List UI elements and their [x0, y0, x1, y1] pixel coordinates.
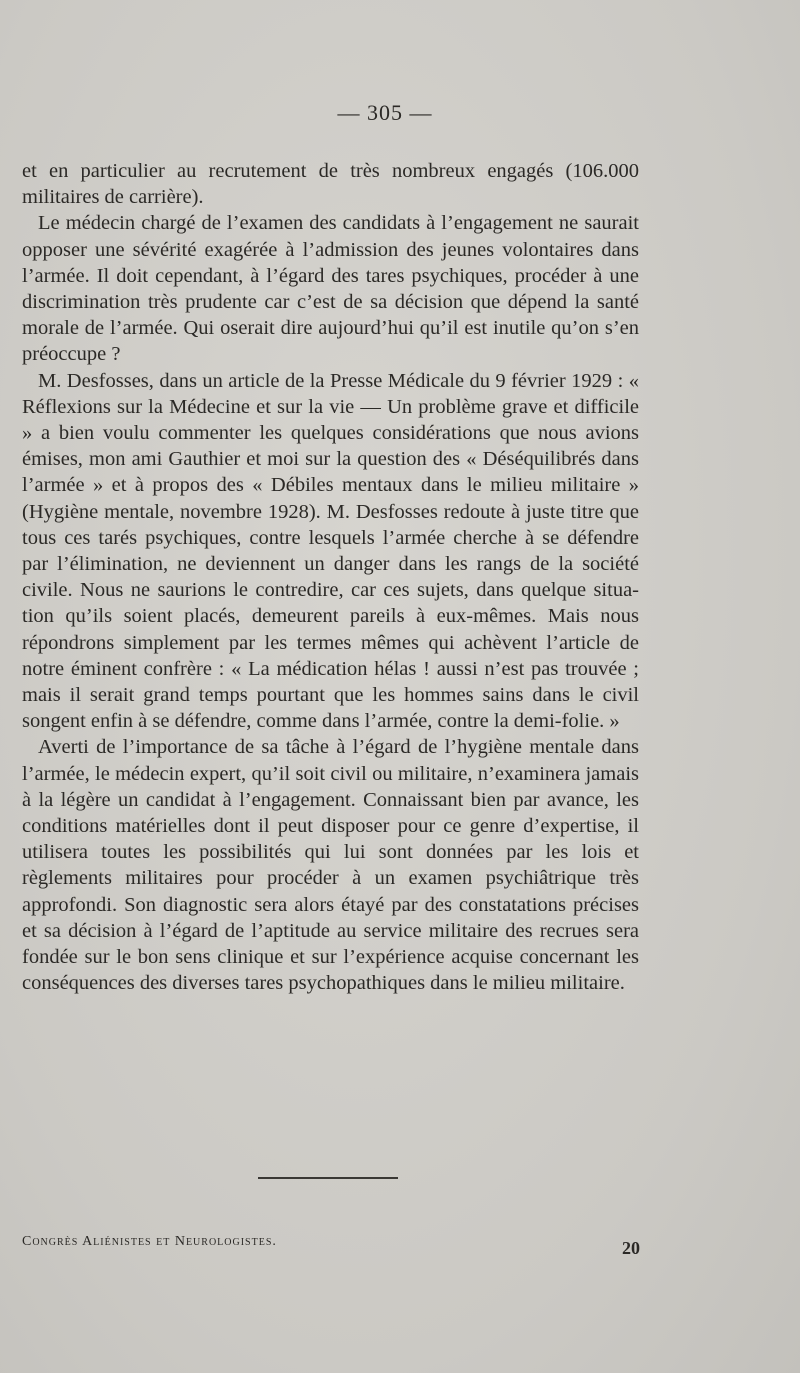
- paragraph-1: et en particulier au recrutement de très nombreux engagés (106.000 militaires de carrière).: [22, 160, 639, 209]
- section-divider: [258, 1177, 398, 1179]
- paragraph-3: M. Desfosses, dans un article de la Presse Médicale du 9 février 1929 : « Réflexions sur la Médecine et sur la vie — Un problème grave et difficile » a bien voulu commenter les quelques considérations que nous avions émises, mon ami Gauthier et moi sur la question des « Déséquilibrés dans l’armée » et à propos des « Débiles mentaux dans le milieu militaire » (Hygiène mentale, novembre 1928). M. Desfosses redoute à juste titre que tous ces tarés psychiques, contre lesquels l’armée cherche à se défendre par l’élimination, ne deviennent un danger dans les rangs de la société civile. Nous ne saurions le contredire, car ces sujets, dans quelque situation qu’ils soient placés, demeurent pareils à eux-mêmes. Mais nous répondrons simplement par les termes mêmes qui achèvent l’article de notre éminent confrère : « La médication hélas ! aussi n’est pas trouvée ; mais il serait grand temps pourtant que les hommes sains dans le civil songent enfin à se défendre, comme dans l’armée, contre la demi-folie. »: [22, 369, 639, 733]
- page-number: — 305 —: [337, 100, 433, 125]
- paragraph-2: Le médecin chargé de l’examen des candidats à l’engagement ne saurait opposer une sévérité exagérée à l’admission des jeunes volontaires dans l’armée. Il doit cependant, à l’égard des tares psychiques, procéder à une discrimination très prudente car c’est de sa décision que dépend la santé morale de l’armée. Qui oserait dire aujourd’hui qu’il est inutile qu’on s’en préoccupe ?: [22, 212, 639, 366]
- paragraph-4: Averti de l’importance de sa tâche à l’égard de l’hygiène mentale dans l’armée, le médecin expert, qu’il soit civil ou militaire, n’examinera jamais à la légère un candidat à l’engagement. Connaissant bien par avance, les conditions matérielles dont il peut disposer pour ce genre d’expertise, il utilisera toutes les possibilités qui lui sont données par les lois et règlements militaires pour procéder à un examen psychiâtrique très approfondi. Son diagnostic sera alors étayé par des constatations précises et sa décision à l’égard de l’aptitude au service militaire des recrues sera fondée sur le bon sens clinique et sur l’expérience acquise concernant les conséquences des diverses tares psychopathiques dans le milieu militaire.: [22, 736, 639, 995]
- running-footer: Congrès Aliénistes et Neurologistes.: [22, 1234, 277, 1249]
- body-text: [22, 158, 639, 997]
- signature-mark: 20: [622, 1238, 640, 1258]
